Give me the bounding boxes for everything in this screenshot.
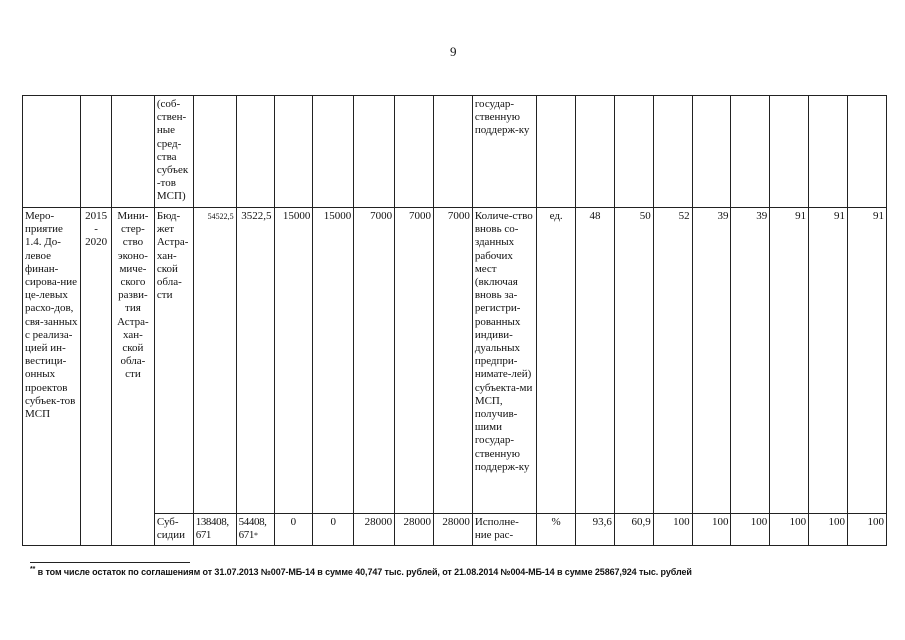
- cell-2019: 7000: [395, 208, 434, 514]
- cell-unit: %: [537, 514, 576, 546]
- cell-value: 100: [692, 514, 731, 546]
- cell-value: 48: [576, 208, 615, 514]
- cell-indicator: государ-ственную поддерж-ку: [472, 96, 536, 208]
- cell-event: [23, 96, 81, 208]
- page-number: 9: [450, 44, 457, 59]
- cell-source: Суб-сидии: [154, 514, 193, 546]
- cell-executor: [111, 96, 154, 208]
- cell-value: 100: [847, 514, 886, 546]
- cell-value: 100: [731, 514, 770, 546]
- cell-value: 100: [809, 514, 848, 546]
- cell-event: Меро-приятие 1.4. До-левое финан-сирова-ние це-левых расхо-дов, свя-занных с реализа-цией ин-вестици-онных проектов субъек-тов МСП: [23, 208, 81, 546]
- footnote-mark: **: [30, 566, 36, 573]
- cell-indicator: Исполне-ние рас-: [472, 514, 536, 546]
- cell-2020: 28000: [433, 514, 472, 546]
- cell-unit: ед.: [537, 208, 576, 514]
- footnote: [30, 566, 692, 577]
- cell-value: 39: [731, 208, 770, 514]
- cell-2017: 15000: [313, 208, 354, 514]
- cell-2020: 7000: [433, 208, 472, 514]
- table-row-top: [23, 96, 887, 208]
- cell-2016: 0: [274, 514, 313, 546]
- cell-source: (соб-ствен-ные сред-ства субъек-тов МСП): [154, 96, 193, 208]
- cell-2019: 28000: [395, 514, 434, 546]
- program-table: [22, 95, 887, 546]
- cell-value: 60,9: [614, 514, 653, 546]
- asterisk-mark: *: [253, 531, 258, 541]
- cell-value: 91: [809, 208, 848, 514]
- cell-value: 100: [770, 514, 809, 546]
- cell-value: 100: [653, 514, 692, 546]
- cell-indicator: Количе-ство вновь со-зданных рабочих мест (включая вновь за-регистри-рованных индиви-дуальных предпри-нимате-лей) субъекта-ми МСП, получив-шими государ-ственную поддерж-ку: [472, 208, 536, 514]
- cell-2016: 15000: [274, 208, 313, 514]
- cell-2015: 3522,5: [236, 208, 274, 514]
- cell-2018: 28000: [354, 514, 395, 546]
- cell-value: 93,6: [576, 514, 615, 546]
- cell-2015: 54408,671*: [236, 514, 274, 546]
- cell-value: 39: [692, 208, 731, 514]
- cell-value: 91: [847, 208, 886, 514]
- cell-executor: Мини-стер-ство эконо-миче-ского разви-тия Астра-хан-ской обла-сти: [111, 208, 154, 546]
- footnote-text: в том числе остаток по соглашениям от 31.07.2013 №007-МБ-14 в сумме 40,747 тыс. рублей, от 21.08.2014 №004-МБ-14 в сумме 25867,924 тыс. рублей: [35, 567, 692, 577]
- cell-2018: 7000: [354, 208, 395, 514]
- cell-total: 54522,5: [193, 208, 236, 514]
- cell-source: Бюд-жет Астра-хан-ской обла-сти: [154, 208, 193, 514]
- cell-years: [81, 96, 112, 208]
- table-row-main: [23, 208, 887, 514]
- cell-2017: 0: [313, 514, 354, 546]
- cell-value: 52: [653, 208, 692, 514]
- footnote-divider: [30, 562, 190, 563]
- cell-value: 91: [770, 208, 809, 514]
- cell-years: 2015 - 2020: [81, 208, 112, 546]
- cell-value: 50: [614, 208, 653, 514]
- cell-total: 138408,671: [193, 514, 236, 546]
